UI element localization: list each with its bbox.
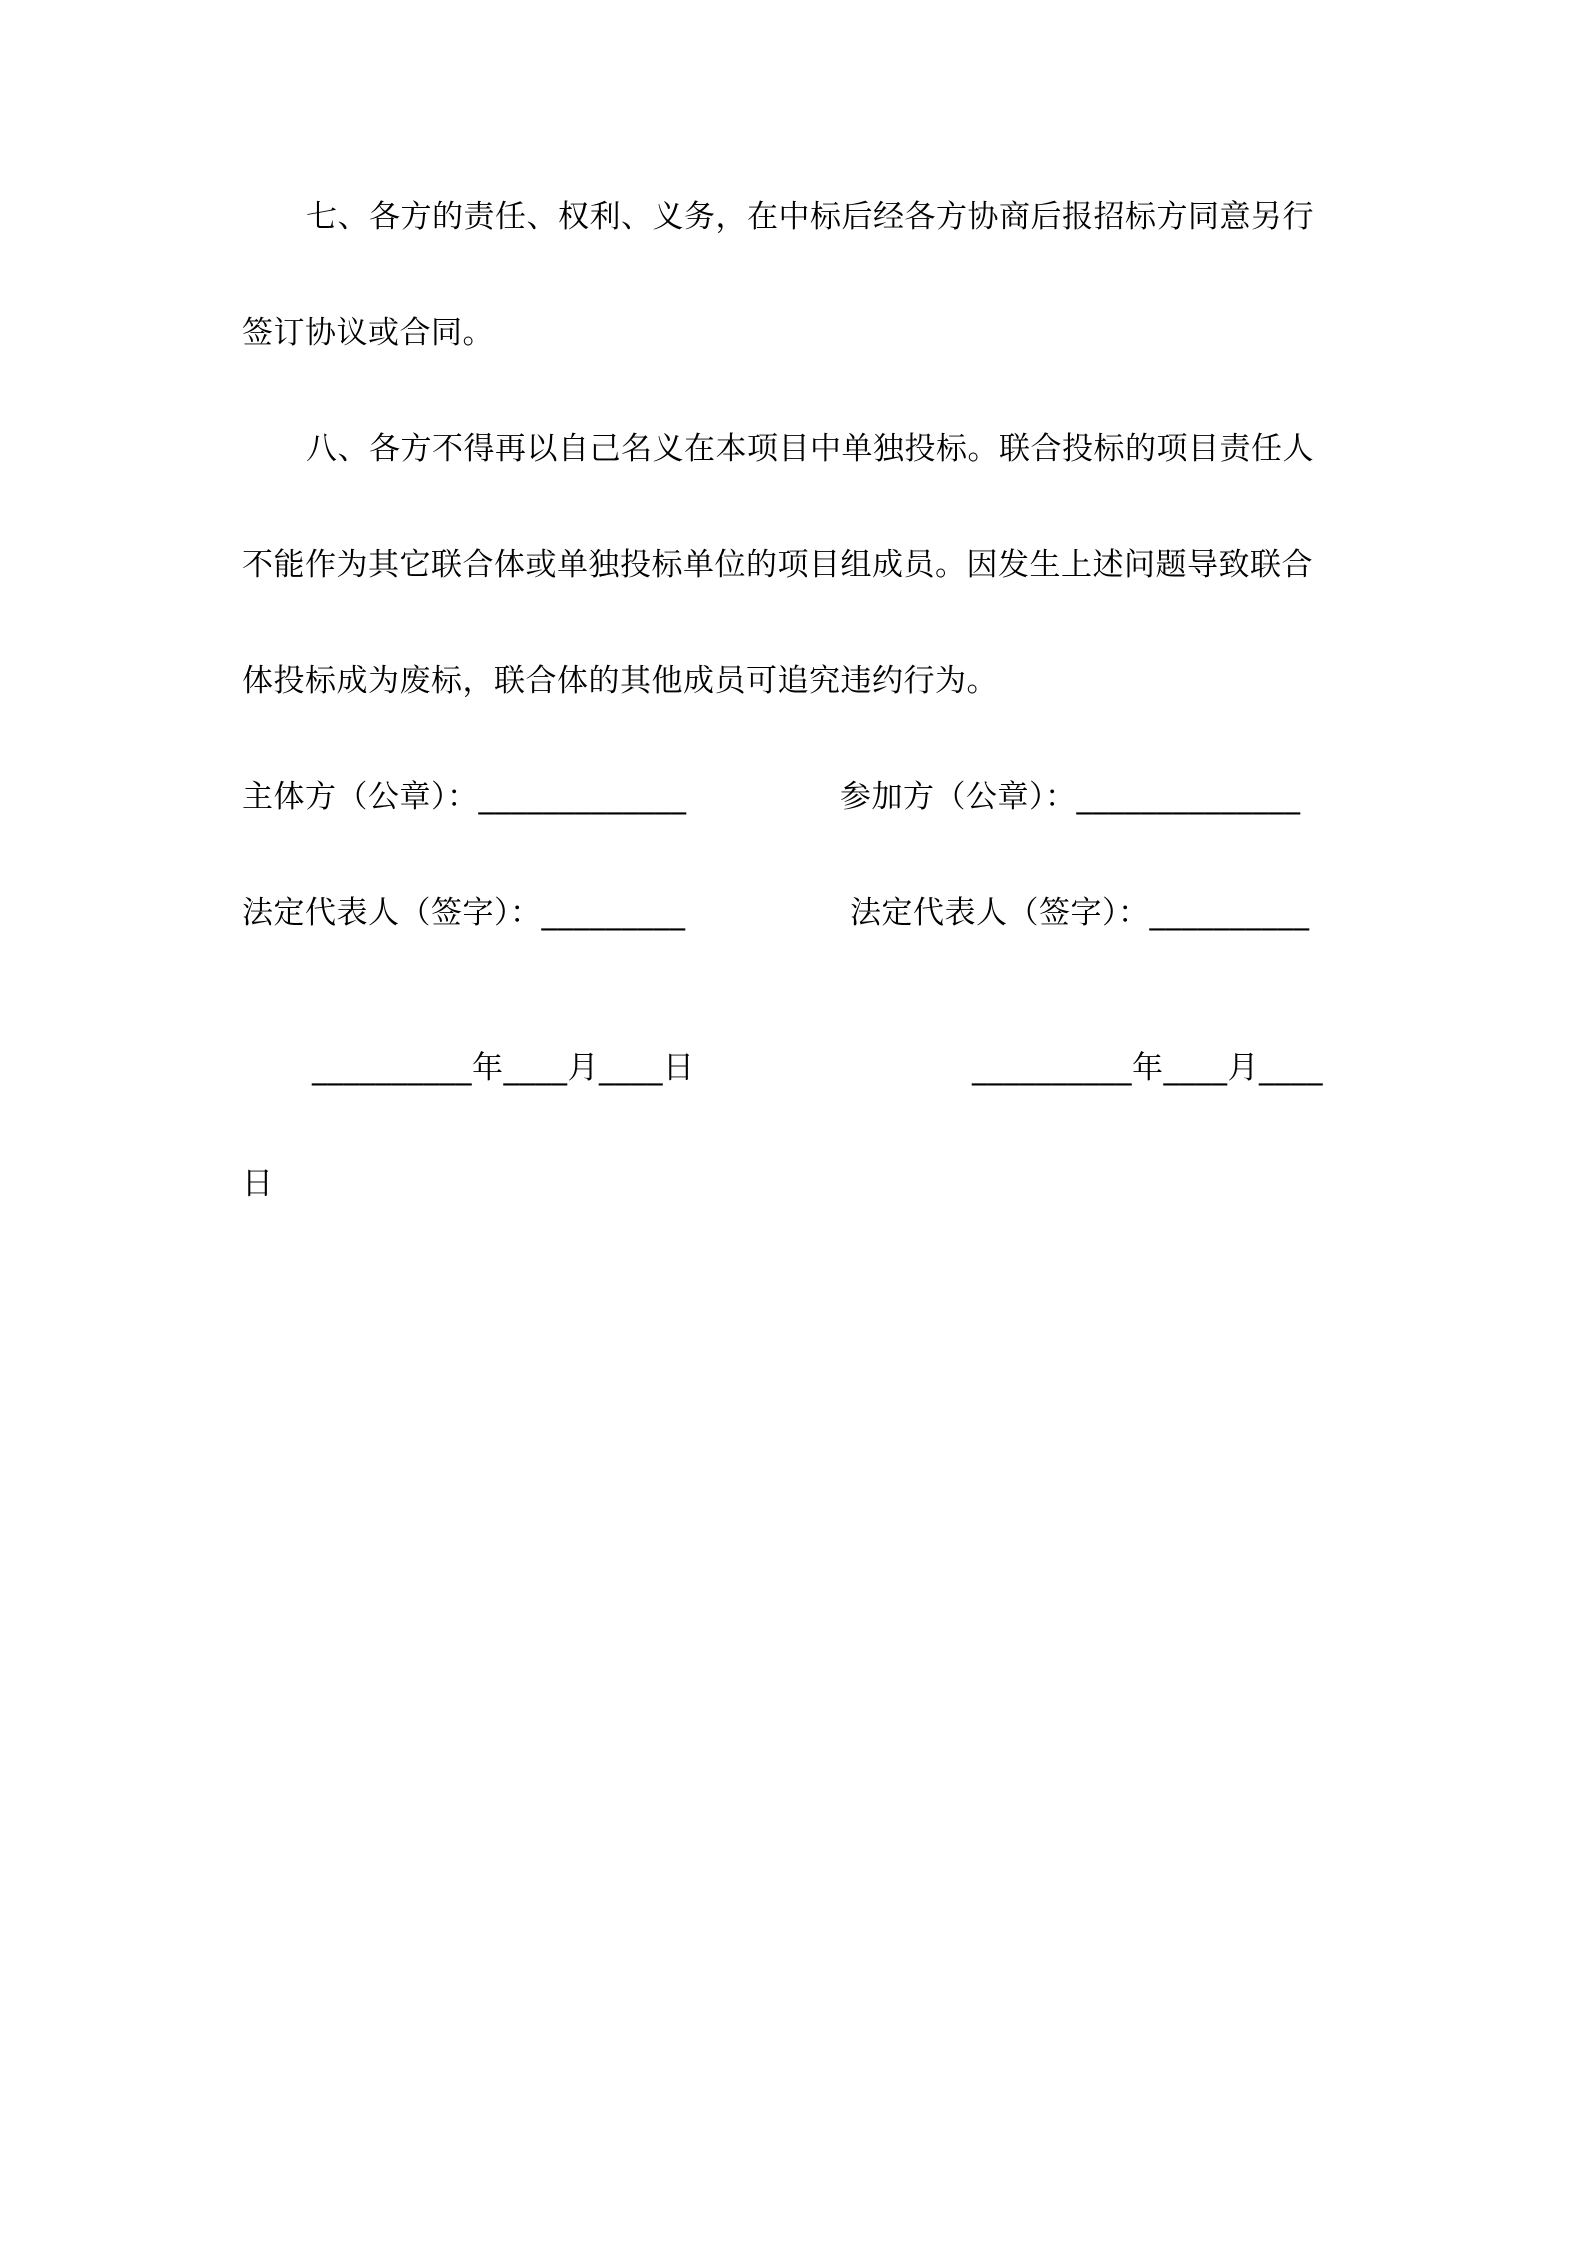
date-left-field: __________年____月____日	[312, 1050, 695, 1086]
clause-8-line-3: 体投标成为废标，联合体的其他成员可追究违约行为。	[242, 663, 998, 699]
clause-8-line-2: 不能作为其它联合体或单独投标单位的项目组成员。因发生上述问题导致联合	[242, 547, 1313, 583]
joining-party-seal-field: 参加方（公章）：______________	[840, 779, 1301, 815]
clause-8-line-1: 八、各方不得再以自己名义在本项目中单独投标。联合投标的项目责任人	[306, 431, 1314, 467]
legal-rep-right-signature-field: 法定代表人（签字）：__________	[850, 895, 1310, 931]
main-party-seal-field: 主体方（公章）：_____________	[242, 779, 687, 815]
clause-7-line-2: 签订协议或合同。	[242, 315, 494, 351]
date-right-day-wrap: 日	[242, 1166, 274, 1202]
date-right-field: __________年____月____	[972, 1050, 1323, 1086]
legal-rep-left-signature-field: 法定代表人（签字）：_________	[242, 895, 686, 931]
clause-7-line-1: 七、各方的责任、权利、义务，在中标后经各方协商后报招标方同意另行	[306, 199, 1314, 235]
